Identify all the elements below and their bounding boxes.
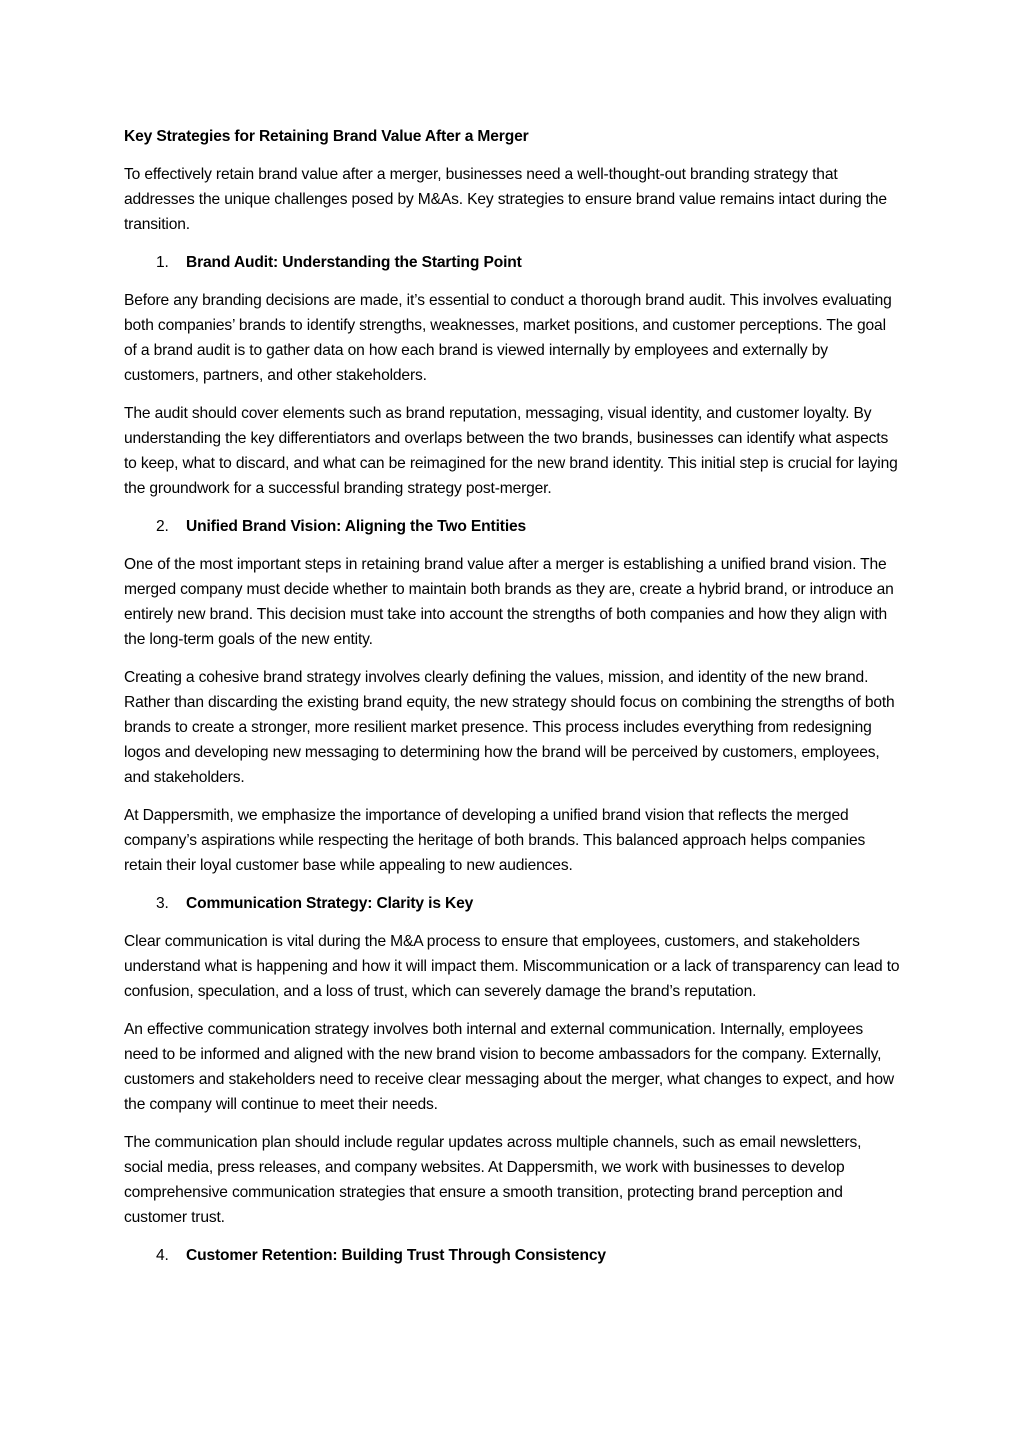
document-title: Key Strategies for Retaining Brand Value After a Merger xyxy=(124,128,529,145)
section-heading-text: Customer Retention: Building Trust Through Consistency xyxy=(186,1247,606,1264)
body-paragraph: Before any branding decisions are made, it’s essential to conduct a thorough brand audit. This involves evaluating both companies’ brands to identify strengths, weaknesses, market positions, and customer perceptions. The goal of a brand audit is to gather data on how each brand is viewed internally by employees and externally by customers, partners, and other stakeholders. xyxy=(124,292,892,384)
section-heading-text: Brand Audit: Understanding the Starting Point xyxy=(186,254,522,271)
section-heading-brand-audit xyxy=(124,250,900,275)
list-number: 3. xyxy=(156,895,169,912)
document-page xyxy=(124,124,900,1281)
body-paragraph: At Dappersmith, we emphasize the importance of developing a unified brand vision that reflects the merged company’s aspirations while respecting the heritage of both brands. This balanced approach helps companies retain their loyal customer base while appealing to new audiences. xyxy=(124,807,866,874)
section-heading-text: Communication Strategy: Clarity is Key xyxy=(186,895,474,912)
body-paragraph: The audit should cover elements such as brand reputation, messaging, visual identity, and customer loyalty. By understanding the key differentiators and overlaps between the two brands, businesses can identify what aspects to keep, what to discard, and what can be reimagined for the new brand identity. This initial step is crucial for laying the groundwork for a successful branding strategy post-merger. xyxy=(124,405,898,497)
body-paragraph: Creating a cohesive brand strategy involves clearly defining the values, mission, and identity of the new brand. Rather than discarding the existing brand equity, the new strategy should focus on combining the strengths of both brands to create a stronger, more resilient market presence. This process includes everything from redesigning logos and developing new messaging to determining how the brand will be perceived by customers, employees, and stakeholders. xyxy=(124,669,895,786)
section-heading-text: Unified Brand Vision: Aligning the Two Entities xyxy=(186,518,527,535)
body-paragraph: Clear communication is vital during the M&A process to ensure that employees, customers, and stakeholders understand what is happening and how it will impact them. Miscommunication or a lack of transparency can lead to confusion, speculation, and a loss of trust, which can severely damage the brand’s reputation. xyxy=(124,933,900,1000)
body-paragraph: One of the most important steps in retaining brand value after a merger is establishing a unified brand vision. The merged company must decide whether to maintain both brands as they are, create a hybrid brand, or introduce an entirely new brand. This decision must take into account the strengths of both companies and how they align with the long-term goals of the new entity. xyxy=(124,556,894,648)
body-paragraph: The communication plan should include regular updates across multiple channels, such as email newsletters, social media, press releases, and company websites. At Dappersmith, we work with businesses to develop comprehensive communication strategies that ensure a smooth transition, protecting brand perception and customer trust. xyxy=(124,1134,862,1226)
list-number: 2. xyxy=(156,518,169,535)
section-heading-unified-brand-vision xyxy=(124,514,900,539)
list-number: 1. xyxy=(156,254,169,271)
section-heading-customer-retention xyxy=(124,1243,900,1268)
intro-paragraph: To effectively retain brand value after a merger, businesses need a well-thought-out branding strategy that addresses the unique challenges posed by M&As. Key strategies to ensure brand value remains intact during the transition. xyxy=(124,166,887,233)
section-heading-communication-strategy xyxy=(124,891,900,916)
list-number: 4. xyxy=(156,1247,169,1264)
body-paragraph: An effective communication strategy involves both internal and external communication. Internally, employees need to be informed and aligned with the new brand vision to become ambassadors for the company. Externally, customers and stakeholders need to receive clear messaging about the merger, what changes to expect, and how the company will continue to meet their needs. xyxy=(124,1021,895,1113)
